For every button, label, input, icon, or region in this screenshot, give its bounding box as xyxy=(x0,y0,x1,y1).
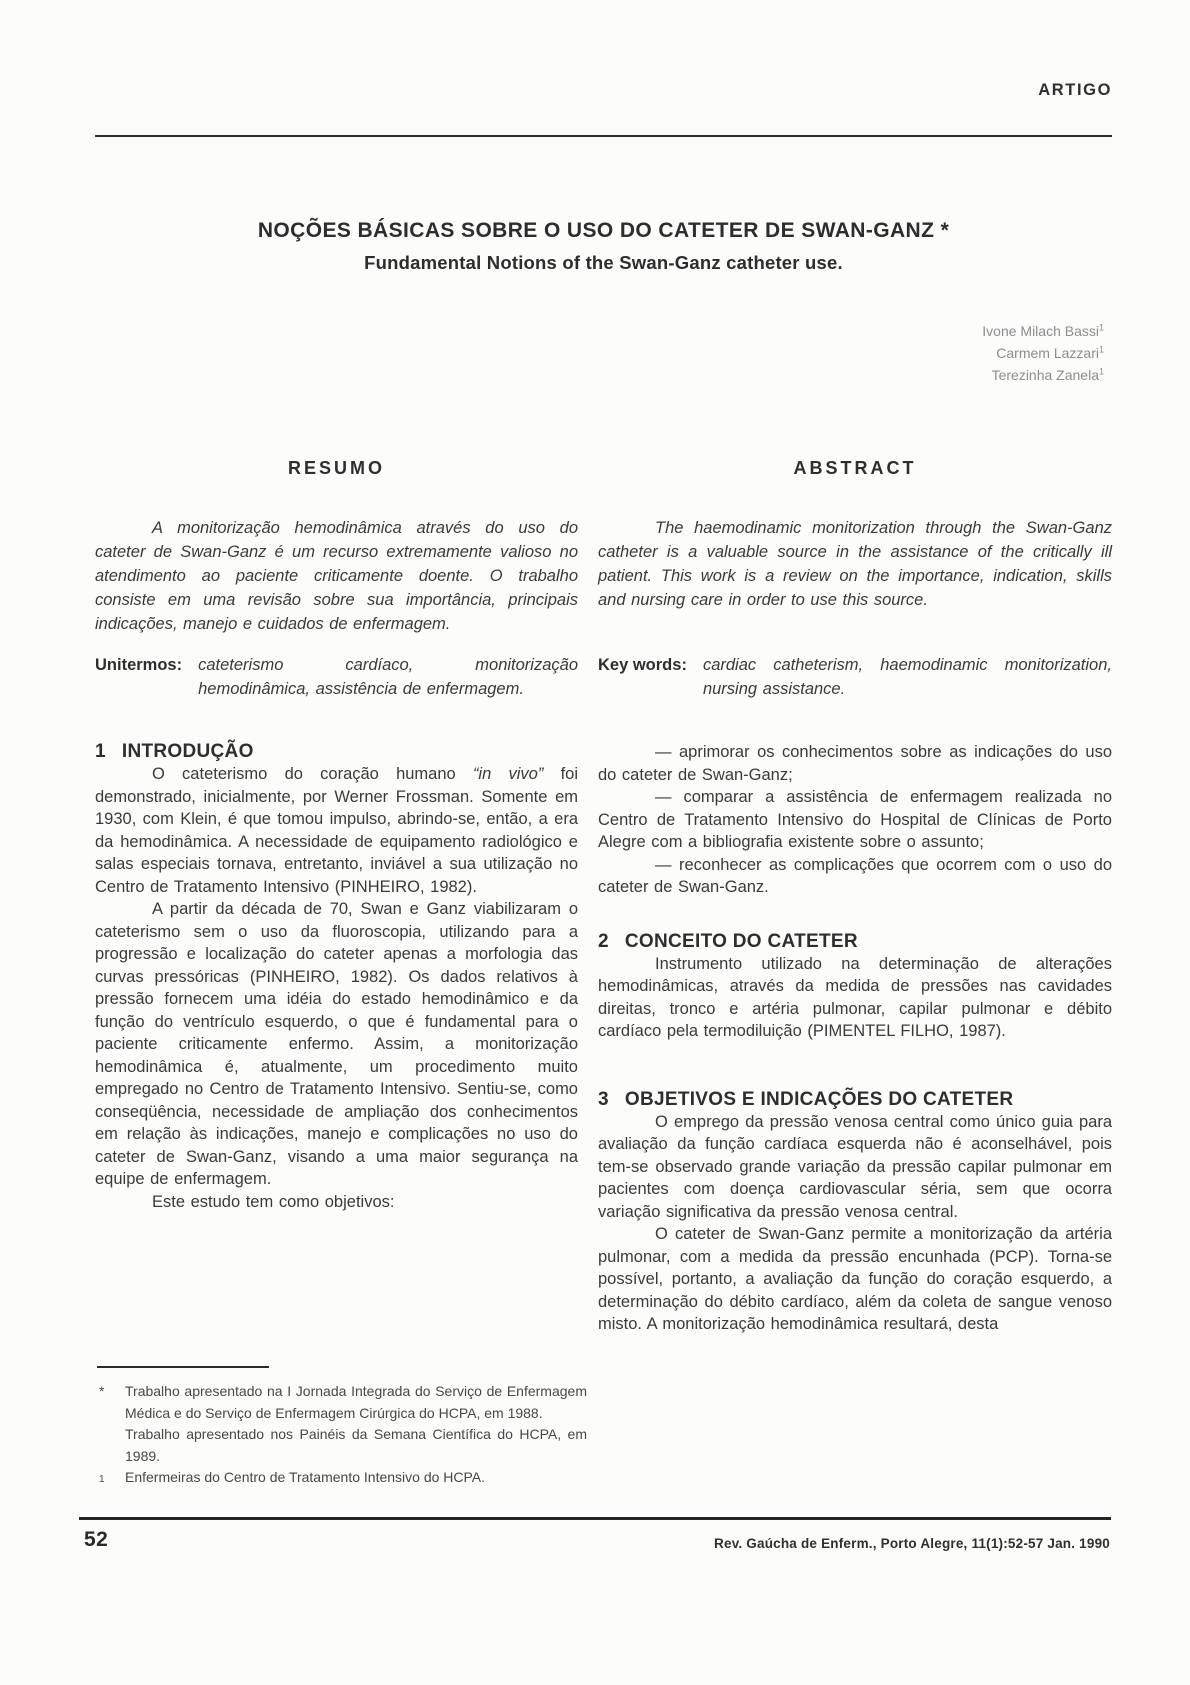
intro-p1-text: O cateterismo do coração humano xyxy=(152,765,473,783)
intro-p1-text: foi demonstrado, inicialmente, por Werner Frossman. Somente em 1930, com Klein, é que tomou impulso, abrindo-se, então, a era da hemodinâmica. A necessidade de equipamento radiológico e salas especiais tornava, entretanto, inviável a sua utilização no Centro de Tratamento Intensivo (PINHEIRO, 1982). xyxy=(95,765,578,896)
objetivos-paragraph-2: O cateter de Swan-Ganz permite a monitorização da artéria pulmonar, com a medida da pressão encunhada (PCP). Torna-se possível, portanto, a avaliação da função do coração esquerdo, a determinação do débito cardíaco, além da coleta de sangue venoso misto. A monitorização hemodinâmica resultará, desta xyxy=(598,1225,1112,1333)
intro-paragraph-2: A partir da década de 70, Swan e Ganz viabilizaram o cateterismo sem o uso da fluoroscopia, utilizando para a progressão e localização do cateter apenas a morfologia das curvas pressóricas (PINHEIRO, 1982). Os dados relativos à pressão fornecem uma idéia do estado hemodinâmico e da função do ventrículo esquerdo, o que é fundamental para o paciente criticamente enfermo. Assim, a monitorização hemodinâmica é, atualmente, um procedimento muito empregado no Centro de Tratamento Intensivo. Sentiu-se, como conseqüência, necessidade de ampliação dos conhecimentos em relação às indicações, manejo e complicações no uso do cateter de Swan-Ganz, visando a uma maior segurança na equipe de enfermagem. xyxy=(95,900,578,1188)
authors-list xyxy=(982,320,1104,386)
objective-item: — reconhecer as complicações que ocorrem com o uso do cateter de Swan-Ganz. xyxy=(598,855,1112,896)
left-column xyxy=(95,458,578,1336)
abstract-heading: ABSTRACT xyxy=(793,458,917,478)
footnote-text xyxy=(125,1381,587,1467)
section-number: 3 xyxy=(598,1088,609,1110)
intro-paragraph-3: Este estudo tem como objetivos: xyxy=(152,1192,395,1211)
author-footnote-ref: 1 xyxy=(1098,344,1104,355)
author-name xyxy=(982,320,1104,342)
objective-item: — comparar a assistência de enfermagem realizada no Centro de Tratamento Intensivo do Hospital de Clínicas de Porto Alegre com a bibliografia existente sobre o assunto; xyxy=(598,788,1112,851)
section-label-artigo: ARTIGO xyxy=(1038,81,1112,99)
footnote-text xyxy=(125,1467,587,1491)
section-heading-introducao xyxy=(95,741,578,763)
header-rule xyxy=(95,135,1112,137)
article-subtitle: Fundamental Notions of the Swan-Ganz catheter use. xyxy=(364,252,843,273)
page-number: 52 xyxy=(84,1528,109,1551)
conceito-paragraph: Instrumento utilizado na determinação de alterações hemodinâmicas, através da medida de pressões nas cavidades direitas, tronco e artéria pulmonar, capilar pulmonar e débito cardíaco pela termodiluição (PIMENTEL FILHO, 1987). xyxy=(598,954,1112,1040)
section-heading-conceito xyxy=(598,931,1112,953)
unitermos-label: Unitermos: xyxy=(95,656,183,674)
resumo-paragraph: A monitorização hemodinâmica através do uso do cateter de Swan-Ganz é um recurso extremamente valioso no atendimento ao paciente criticamente doente. O trabalho consiste em uma revisão sobre sua importância, principais indicações, manejo e cuidados de enfermagem. xyxy=(95,519,578,633)
footnote-marker: 1 xyxy=(99,1474,105,1485)
two-column-body xyxy=(95,458,1112,1336)
footnote-star xyxy=(95,1381,587,1467)
objective-item: — aprimorar os conhecimentos sobre as indicações do uso do cateter de Swan-Ganz; xyxy=(598,743,1112,784)
section-title: OBJETIVOS E INDICAÇÕES DO CATETER xyxy=(624,1088,1014,1110)
footnote-rule xyxy=(97,1366,269,1368)
footnote-one xyxy=(95,1467,587,1491)
abstract-paragraph: The haemodinamic monitorization through the Swan-Ganz catheter is a valuable source in the assistance of the critically ill patient. This work is a review on the importance, indication, skills and nursing care in order to use this source. xyxy=(598,519,1112,609)
footnotes-block xyxy=(95,1381,587,1491)
author-footnote-ref: 1 xyxy=(1098,366,1104,377)
title-block xyxy=(95,219,1112,274)
author-name-text: Terezinha Zanela xyxy=(991,367,1099,383)
section-title: CONCEITO DO CATETER xyxy=(624,930,858,952)
keywords-block xyxy=(598,653,1112,701)
footnote-line: Trabalho apresentado na I Jornada Integrada do Serviço de Enfermagem Médica e do Serviço de Enfermagem Cirúrgica do HCPA, em 1988. xyxy=(125,1383,587,1421)
resumo-heading: RESUMO xyxy=(287,458,385,478)
footnote-marker: * xyxy=(99,1383,105,1399)
author-name xyxy=(982,364,1104,386)
journal-citation: Rev. Gaúcha de Enferm., Porto Alegre, 11(1):52-57 Jan. 1990 xyxy=(714,1536,1110,1551)
objectives-list xyxy=(598,741,1112,899)
footnote-line: Enfermeiras do Centro de Tratamento Intensivo do HCPA. xyxy=(125,1469,486,1485)
footer-rule xyxy=(79,1517,1111,1520)
author-name-text: Carmem Lazzari xyxy=(996,345,1099,361)
author-name xyxy=(982,342,1104,364)
author-footnote-ref: 1 xyxy=(1098,322,1104,333)
footnote-line: Trabalho apresentado nos Painéis da Semana Científica do HCPA, em 1989. xyxy=(125,1426,587,1464)
article-title: NOÇÕES BÁSICAS SOBRE O USO DO CATETER DE SWAN-GANZ * xyxy=(257,219,950,242)
section-heading-objetivos xyxy=(598,1089,1112,1111)
keywords-label: Key words: xyxy=(598,656,687,674)
objetivos-paragraph-1: O emprego da pressão venosa central como único guia para avaliação da função cardíaca esquerda não é aconselhável, pois tem-se observado grande variação da pressão capilar pulmonar em pacientes com doença cardiovascular séria, sem que ocorra variação significativa da pressão venosa central. xyxy=(598,1112,1112,1221)
unitermos-text: cateterismo cardíaco, monitorização hemodinâmica, assistência de enfermagem. xyxy=(198,656,578,698)
intro-paragraph-1 xyxy=(95,763,578,898)
section-number: 1 xyxy=(95,741,106,762)
section-title: INTRODUÇÃO xyxy=(121,741,254,762)
section-number: 2 xyxy=(598,930,609,952)
author-name-text: Ivone Milach Bassi xyxy=(982,323,1099,339)
keywords-text: cardiac catheterism, haemodinamic monitorization, nursing assistance. xyxy=(702,656,1112,698)
in-vivo-italic: “in vivo” xyxy=(472,765,544,783)
unitermos-block xyxy=(95,653,578,701)
right-column xyxy=(598,458,1112,1336)
